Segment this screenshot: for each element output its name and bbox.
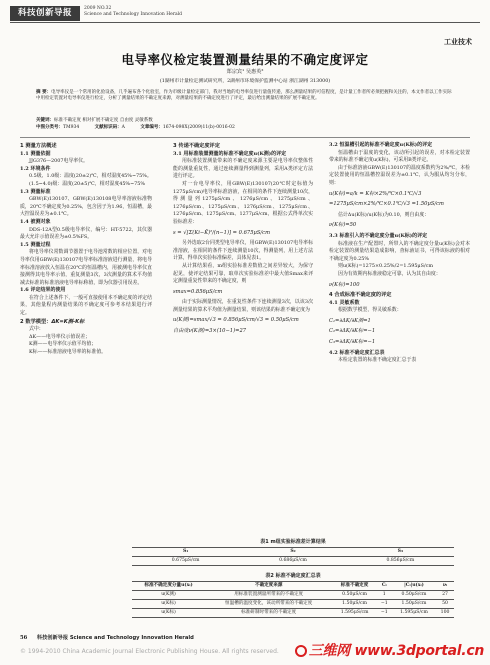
journal-issue-meta [84, 6, 244, 18]
site-watermark [295, 640, 484, 660]
keywords-label: 关键词： [36, 118, 54, 123]
table-header-cell: |Cᵢ|u(xᵢ) [392, 582, 436, 591]
table2-caption: 表2 标准不确定度汇总表 [265, 573, 321, 579]
keywords-line [36, 118, 167, 124]
article-title: 电导率仪检定装置测量结果的不确定度评定 [121, 52, 369, 67]
heading-1-2: 1.2 环境条件 [20, 165, 51, 172]
paragraph: 则u(K标)=1275×0.25%/2=1.595μS/cm [338, 263, 433, 270]
table-cell: 0.686μS/cm [239, 557, 346, 566]
table-header-row [132, 548, 454, 557]
article-authors: 郑宗宾¹ 吴惠英² [226, 69, 264, 75]
table-header-cell: Cᵢ [377, 582, 392, 591]
column-right [329, 142, 470, 365]
heading-1-5: 1.5 测量过程 [20, 241, 51, 248]
table-cell: 恒温槽的温度变化，该动所带来的不确定度 [205, 600, 332, 609]
table-header-cell: 标准不确定度 [332, 582, 376, 591]
sensitivity-c2: C₂=∂ΔK/∂K标=−1 [329, 328, 376, 335]
paragraph: 在符合上述条件下，一般可直接使用本不确定度的评定结果，其他量程内测量结果的不确定度可参考本结果进行评定。 [20, 294, 152, 317]
heading-3-2: 3.2 恒温槽引起的标准不确定度u(K标)的评定 [329, 142, 433, 148]
paragraph: 式中： [29, 326, 44, 333]
paragraph: 根据数学模型，得灵敏系数： [338, 307, 402, 314]
heading-3-3: 3.3 标准引入的不确定度分量u(K标)的评定 [329, 232, 428, 239]
table-cell: 1 [377, 591, 392, 600]
table-cell: 1.50μS/cm [332, 600, 376, 609]
paragraph: 由于实际测量情况，在重复性条件下连续测量3次，以该3次测量结果的算术平均值为测量结果，则该结果的标准不确定度为 [173, 299, 313, 313]
table-header-cell: νᵢ [436, 582, 454, 591]
paragraph: 估计Δu(K标)/u(K标)为0.10，则自由度： [338, 211, 430, 218]
table-header-cell: S₂ [239, 548, 346, 557]
table-header-cell: 不确定度来源 [205, 582, 332, 591]
table-cell: 标准研制时带来的不确定度 [205, 609, 332, 618]
column-left [20, 142, 152, 357]
heading-3: 3 传递不确定度评定 [173, 143, 220, 149]
table-row [132, 557, 454, 566]
sensitivity-c3: C₃=∂ΔK/∂K标=−1 [329, 339, 376, 346]
paragraph: 对一台电导率仪，用GBW(E)130107(20℃时定标值为1275μS/cm)电导率标准溶液，在相同的条件下连续测量10次，得测量列1275μS/cm、1276μS/cm、1275μS/cm、1276μS/cm、1275μS/cm、1276μS/cm、1275μS/cm、1276μS/cm、1275μS/cm、1277μS/cm，根据公式得单次实验标准差： [173, 180, 313, 225]
footer-journal-name: 科技创新导报 Science and Technology Innovation Herald [36, 635, 194, 641]
keywords-text: 标准不确定度 相对扩展不确定度 自由度 灵敏系数 [54, 118, 153, 123]
heading-1-1: 1.1 测量依据 [20, 150, 51, 157]
paragraph: 本检定装置的标准不确定度汇总于表 [338, 357, 417, 364]
article-no-value: 1674-098X(2009)11(b)-0016-02 [162, 125, 235, 130]
page-footer [20, 634, 194, 641]
paragraph: (1.5~4.0)级：温度(20±5)℃，相对湿度45%~75% [29, 180, 146, 187]
column-middle [173, 142, 313, 339]
table-cell: 0.856μS/cm [347, 557, 454, 566]
table1 [132, 547, 454, 566]
formula-dof-bath: ν(K标)=50 [329, 222, 357, 229]
table-cell: u(K标) [132, 609, 205, 618]
table1-caption: 表1 m组实验标准差计算结果 [260, 539, 326, 545]
heading-4-1: 4.1 灵敏系数 [329, 299, 360, 306]
sensitivity-c1: C₁=∂ΔK/∂K测=1 [329, 317, 371, 324]
paragraph: K测——电导率仪示值平均值； [29, 341, 97, 348]
copyright-notice: © 1994-2010 China Academic Journal Electronic Publishing House. All rights reserved. [20, 648, 279, 655]
formula-std-dev: s = √[Σ(Ki−K̄)²/(n−1)] = 0.675μS/cm [173, 229, 270, 236]
classification-line [36, 125, 249, 131]
table-cell: 0.675μS/cm [132, 557, 239, 566]
paragraph: 另外选取2台同类型电导率仪，用GBW(E)130107电导率标准溶液，在相同的条件下连续测量10次，得测量列，用上述方法计算，得单次实验标准偏差，具体见表1。 [173, 240, 313, 262]
paragraph: JJG376—2007电导率仪。 [29, 158, 88, 165]
model-formula: ΔK=K测-K标 [51, 318, 85, 325]
formula-dof-standard: ν(K标)=100 [329, 281, 360, 288]
paragraph: 因为有效期内标准液稳定可靠，认为其自由度： [338, 270, 441, 277]
table-cell: 用标准装置测量所带来的不确定度 [205, 591, 332, 600]
table-cell: 1.50μS/cm [392, 600, 436, 609]
table-header-cell: S₁ [132, 548, 239, 557]
table-row [132, 600, 454, 609]
paragraph: 用标准装置测量带来的不确定度来源主要是电导率仪整体性能的测量重复性，通过连续测量得到测量列，采用A类评定方法进行评定。 [173, 158, 313, 180]
formula-u-bath: u(K标)=a/k = K标×2%/℃×0.1℃/√3 [329, 190, 422, 197]
watermark-text: 三维网 www.3dportal.cn [308, 643, 484, 659]
clc-value: TM934 [63, 125, 80, 130]
paragraph: 恒温槽由于温度的变化，该动所引起的误差，对本检定装置带来的标准不确定度u(K标)，可采用B类评定。 [329, 149, 470, 164]
table-cell: 27 [436, 591, 454, 600]
heading-4: 4 合成标准不确定度的评定 [329, 292, 392, 299]
paragraph: DDS-12A型0.5级电导率仪，编号：HT-5722，其仪器最大允许示值误差为±0.5%FS。 [20, 226, 152, 241]
abstract-separator [20, 137, 470, 138]
paragraph: GBW(E)130107、GBW(E)130108电导率溶液标准物质，20℃不确定度为0.25%，包含因子为1.96，恒温槽，最大控温误差为±0.1℃。 [20, 196, 152, 218]
watermark-logo-icon [295, 645, 307, 657]
abstract-label: 摘 要： [36, 90, 52, 95]
tables-area [132, 538, 454, 624]
table-row [132, 609, 454, 618]
table-cell: 0.50μS/cm [392, 591, 436, 600]
table-cell: −1 [377, 600, 392, 609]
table-cell: 1.595μS/cm [392, 609, 436, 618]
paragraph: ΔK——电导率仪示值误差； [29, 333, 90, 340]
table-cell: u(K标) [132, 600, 205, 609]
formula-u-bath-value: =1275μS/cm×2%/℃×0.1℃/√3 =1.50μS/cm [329, 201, 444, 208]
paragraph: 从计算结果看，m组实验标准差数值之间差异较大，为保守起见，使评定结果可靠，取单次实验标准差中最大值Smax来评定测量重复性带来的不确定度，则 [173, 262, 313, 285]
heading-2-text: 2 数学模型： [20, 318, 52, 325]
formula-u-measure: u(K测)=smax/√3 = 0.856μS/cm/√3 = 0.50μS/cm [173, 317, 299, 324]
table-header-cell: 标准不确定度分量u(xᵢ) [132, 582, 205, 591]
paragraph: K标——标准溶液电导率的标准值。 [29, 349, 107, 356]
paragraph: 将电导率仪常数调节器置于电导池常数的相应位置，对电导率仪用GBW(E)130107电导率标准溶液进行测量，将电导率标准溶液放入恒温在20℃的恒温槽内，用被测电导率仪直接测得其电导率示值，重复测量3次，3次测量的算术平均值减去标准的标准溶液电导率标称值，即为仪器引用误差。 [20, 249, 152, 286]
heading-1: 1 测量方法概述 [20, 143, 57, 149]
abstract-text: 电导率仪是一个常用的化验设备，几乎遍布各个化验室，作为市级计量检定部门，我对当地的电导率仪进行量值传递，那么测量结果的可信程度，是计量工作者所必须把握和关注的，本文作者以工作实际中用检定装置对电导率仪进行检定，分析了测量结果的不确定度来源，对测量结果的不确定度进行了评定，最后给出测量结果的扩展不确定度。 [36, 90, 452, 102]
table-row [132, 591, 454, 600]
heading-4-2: 4.2 标准不确定度汇总表 [329, 349, 385, 356]
article-no-label: 文章编号： [140, 125, 163, 130]
heading-1-4: 1.4 被测对象 [20, 218, 51, 225]
clc-label: 中图分类号： [36, 125, 63, 130]
section-label: 工业技术 [444, 38, 472, 46]
page-number: 56 [20, 635, 28, 641]
formula-smax: smax=0.856μS/cm [173, 288, 223, 295]
table-cell: 100 [436, 609, 454, 618]
header-rule [10, 22, 480, 23]
doc-code-label: 文献标识码： [94, 125, 122, 130]
author-affiliation: (1湖州市计量检定测试研究所，2湖州市环境保护监测中心站 浙江湖州 313000) [159, 79, 331, 84]
table-cell: 0.50μS/cm [332, 591, 376, 600]
issue-number: 2009 NO.32 [84, 6, 112, 11]
journal-english-name: Science and Technology Innovation Herald [84, 12, 182, 17]
formula-dof: 自由度ν(K测)=3×(10−1)=27 [173, 328, 247, 335]
abstract [36, 90, 456, 103]
heading-1-3: 1.3 测量标准 [20, 188, 51, 195]
table-header-row [132, 582, 454, 591]
heading-1-6: 1.6 评定结果的使用 [20, 287, 66, 294]
paragraph: 由于标准溶液GBW(E)130107的温度系数约为2%/℃，本检定装置使用的恒温槽控温误差为±0.1℃，认为服从均匀分布，则： [329, 164, 470, 186]
table-header-cell: S₃ [347, 548, 454, 557]
journal-name-box: 科技创新导报 [10, 6, 80, 21]
table-cell: 1.595μS/cm [332, 609, 376, 618]
table-cell: u(K测) [132, 591, 205, 600]
table2 [132, 581, 454, 618]
paragraph: 标准液在生产配置时，所带入的不确定度分量u(K标)会对本检定装置的测量结果造成影响，查标液证书，可得该标液的相对不确定度为0.25% [329, 240, 470, 262]
table-cell: 50 [436, 600, 454, 609]
table-cell: −1 [377, 609, 392, 618]
heading-3-1: 3.1 用标准装置测量的标准不确定度u(K测)的评定 [173, 150, 287, 157]
journal-header [0, 0, 490, 34]
paragraph: 0.5级、1.0级：温度(20±2)℃，相对湿度45%~75%。 [29, 173, 152, 180]
doc-code-value: A [121, 125, 125, 130]
